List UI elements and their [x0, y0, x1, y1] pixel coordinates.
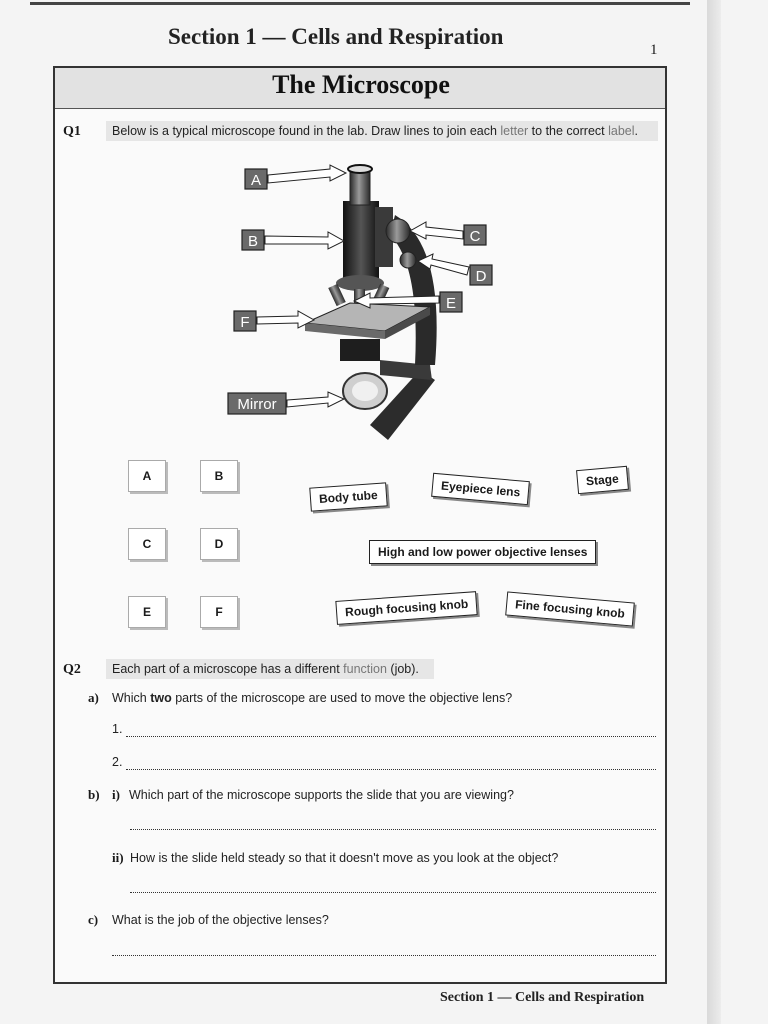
- q2b-ii-question: How is the slide held steady so that it doesn't move as you look at the object?: [130, 851, 559, 865]
- diagram-label-c: C: [469, 228, 481, 245]
- diagram-label-e: E: [445, 295, 457, 312]
- arrow-mirror: [287, 392, 344, 407]
- letter-box-c[interactable]: C: [128, 528, 166, 560]
- q2-label: Q2: [63, 662, 81, 677]
- page-number: 1: [650, 42, 658, 58]
- nosepiece-shape: [336, 275, 384, 291]
- q1-instruction-mid: to the correct: [528, 124, 609, 138]
- q1-label: Q1: [63, 124, 81, 139]
- section-header: Section 1 — Cells and Respiration: [168, 24, 504, 49]
- letter-box-d[interactable]: D: [200, 528, 238, 560]
- q2-word-function: function: [343, 662, 387, 676]
- q2b-i-label: i): [112, 787, 120, 802]
- fine-knob-shape: [400, 252, 416, 268]
- microscope-diagram: [220, 155, 510, 450]
- label-objective-lenses[interactable]: High and low power objective lenses: [369, 540, 596, 564]
- coarse-knob-shape: [386, 219, 410, 243]
- q2-intro: [106, 659, 434, 679]
- condenser-shape: [340, 339, 380, 361]
- diagram-label-d: D: [475, 268, 487, 285]
- q2a-text-start: Which: [112, 691, 151, 705]
- label-fine-focusing-knob[interactable]: Fine focusing knob: [505, 591, 635, 626]
- q2c-label: c): [88, 912, 99, 927]
- arrow-c: [410, 222, 463, 239]
- arrow-b: [265, 232, 344, 249]
- eyepiece-shape: [350, 171, 370, 205]
- arrow-a: [268, 165, 346, 183]
- q2a-text-end: parts of the microscope are used to move the objective lens?: [171, 691, 513, 705]
- q2b-ii-answer-line[interactable]: [130, 891, 656, 893]
- q2a-line2-num: 2.: [112, 755, 123, 769]
- q2b-ii-label: ii): [112, 850, 124, 865]
- diagram-label-mirror: Mirror: [237, 396, 277, 413]
- q2b-i-question: Which part of the microscope supports the slide that you are viewing?: [129, 788, 514, 802]
- q1-instruction-end: .: [634, 124, 639, 138]
- q2a-question: [112, 691, 512, 705]
- label-rough-focusing-knob[interactable]: Rough focusing knob: [335, 591, 478, 625]
- page-title: The Microscope: [272, 70, 450, 99]
- q2b-i-answer-line[interactable]: [130, 828, 656, 830]
- diagram-label-b: B: [247, 233, 259, 250]
- label-body-tube[interactable]: Body tube: [309, 482, 387, 511]
- q1-word-label: label: [608, 124, 635, 138]
- letter-box-b[interactable]: B: [200, 460, 238, 492]
- q2-intro-start: Each part of a microscope has a different: [112, 662, 344, 676]
- q2a-text-bold: two: [150, 691, 172, 705]
- page-edge-shadow: [707, 0, 721, 1024]
- q1-instruction-start: Below is a typical microscope found in the lab. Draw lines to join each: [112, 124, 501, 138]
- diagram-label-a: A: [250, 172, 262, 189]
- q2a-line1-num: 1.: [112, 722, 123, 736]
- q1-word-letter: letter: [500, 124, 529, 138]
- eyepiece-top: [348, 165, 372, 173]
- diagram-label-f: F: [240, 314, 250, 331]
- top-rule: [30, 2, 690, 5]
- q2-intro-end: (job).: [386, 662, 419, 676]
- letter-box-f[interactable]: F: [200, 596, 238, 628]
- q1-instruction: [106, 121, 658, 141]
- body-tube-shape: [343, 201, 379, 279]
- letter-box-a[interactable]: A: [128, 460, 166, 492]
- q2a-answer-line-2[interactable]: [126, 768, 656, 770]
- q2c-question: What is the job of the objective lenses?: [112, 913, 329, 927]
- label-eyepiece-lens[interactable]: Eyepiece lens: [431, 473, 530, 505]
- q2a-answer-line-1[interactable]: [126, 735, 656, 737]
- mirror-glass: [352, 381, 378, 401]
- footer-section-title: Section 1 — Cells and Respiration: [440, 990, 645, 1005]
- q2a-label: a): [88, 690, 99, 705]
- q2b-label: b): [88, 787, 100, 802]
- letter-box-e[interactable]: E: [128, 596, 166, 628]
- q2c-answer-line[interactable]: [112, 954, 656, 956]
- label-stage[interactable]: Stage: [576, 466, 629, 494]
